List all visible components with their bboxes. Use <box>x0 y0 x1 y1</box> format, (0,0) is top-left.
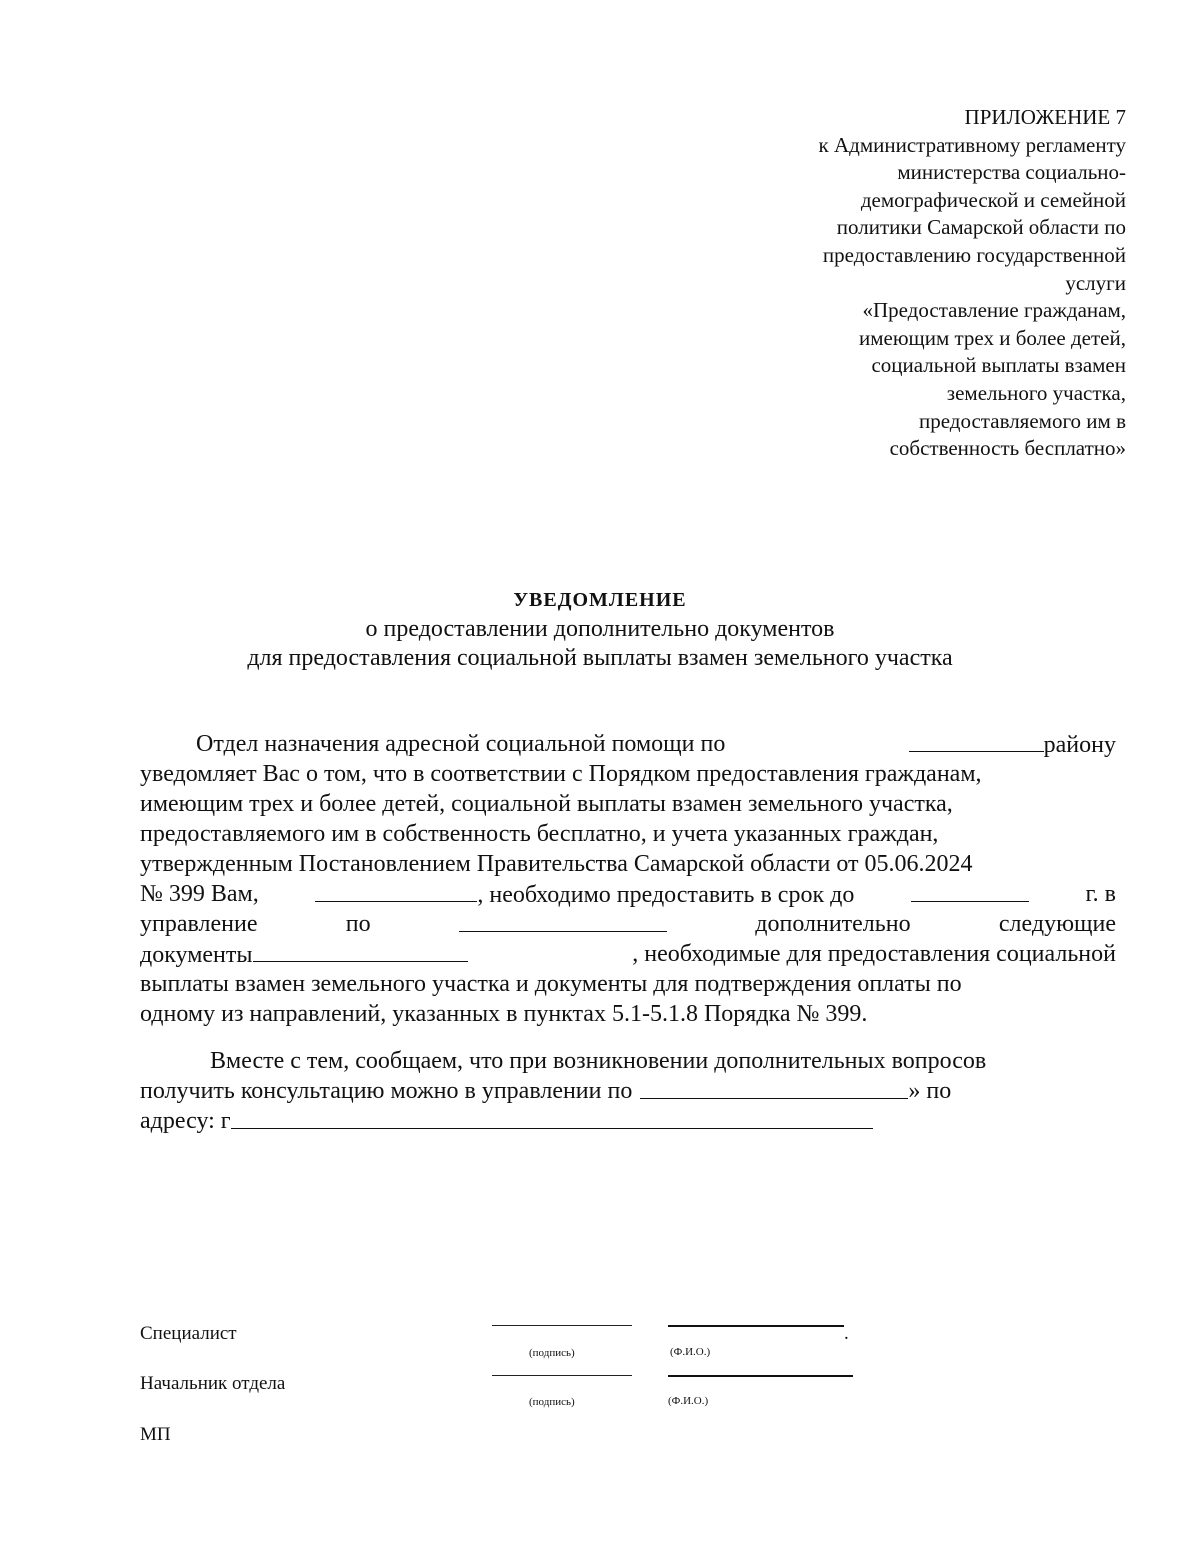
appendix-line: собственность бесплатно» <box>889 436 1126 461</box>
text-fragment: утвержденным Постановлением Правительства Самарской области от 05.06.2024 <box>140 851 973 877</box>
text-fragment: » по <box>908 1078 952 1104</box>
text-fragment: уведомляет Вас о том, что в соответствии с Порядком предоставления гражданам, <box>140 761 982 787</box>
appendix-line: имеющим трех и более детей, <box>859 325 1126 350</box>
appendix-line: к Административному регламенту <box>818 132 1126 157</box>
text-fragment: по <box>345 911 371 937</box>
text-fragment: получить консультацию можно в управлении по <box>140 1078 633 1104</box>
text-line <box>140 1106 1116 1136</box>
appendix-line: демографической и семейной <box>860 187 1126 212</box>
specialist-label: Специалист <box>140 1323 237 1344</box>
text-fragment <box>315 879 854 909</box>
text-line <box>140 969 1116 999</box>
text-fragment: Отдел назначения адресной социальной помощи по <box>196 731 726 757</box>
text-fragment: , необходимо предоставить в срок до <box>477 882 855 908</box>
address-blank-field[interactable] <box>231 1106 873 1129</box>
specialist-signature-line[interactable] <box>492 1325 632 1326</box>
text-fragment: дополнительно <box>755 911 911 937</box>
department-blank-field[interactable] <box>459 909 667 932</box>
text-fragment: имеющим трех и более детей, социальной выплаты взамен земельного участка, <box>140 791 953 817</box>
text-line <box>140 759 1116 789</box>
text-fragment <box>909 729 1116 759</box>
text-fragment: адресу: г <box>140 1108 231 1134</box>
name-caption: (Ф.И.О.) <box>668 1395 709 1407</box>
notice-paragraph-2 <box>140 1046 1116 1136</box>
period-mark: . <box>844 1323 849 1344</box>
text-fragment: Вместе с тем, сообщаем, что при возникновении дополнительных вопросов <box>210 1048 987 1074</box>
signature-caption: (подпись) <box>529 1347 575 1359</box>
appendix-line: земельного участка, <box>946 380 1126 405</box>
text-line <box>140 849 1116 879</box>
appendix-line: услуги <box>1065 270 1126 295</box>
appendix-line: политики Самарской области по <box>836 215 1126 240</box>
text-fragment: , необходимые для предоставления социальной <box>632 941 1116 967</box>
consultation-office-blank-field[interactable] <box>640 1076 908 1099</box>
text-fragment: району <box>1043 732 1116 758</box>
text-line <box>140 939 1116 969</box>
appendix-header <box>706 104 1126 463</box>
text-line <box>140 879 1116 909</box>
appendix-line: социальной выплаты взамен <box>871 353 1126 378</box>
text-line <box>140 789 1116 819</box>
recipient-blank-field[interactable] <box>315 879 477 902</box>
specialist-name-line[interactable] <box>668 1325 844 1327</box>
head-of-department-label: Начальник отдела <box>140 1373 286 1394</box>
text-line <box>140 819 1116 849</box>
documents-blank-field[interactable] <box>253 939 468 962</box>
text-fragment: предоставляемого им в собственность бесплатно, и учета указанных граждан, <box>140 821 939 847</box>
text-fragment: документы <box>140 942 253 968</box>
text-line <box>140 999 1116 1029</box>
document-title: УВЕДОМЛЕНИЕ <box>513 589 687 611</box>
signature-caption: (подпись) <box>529 1396 575 1408</box>
deadline-blank-field[interactable] <box>911 879 1029 902</box>
text-fragment: выплаты взамен земельного участка и документы для подтверждения оплаты по <box>140 971 962 997</box>
seal-placeholder: МП <box>140 1424 171 1445</box>
text-fragment <box>140 939 468 969</box>
head-name-line[interactable] <box>668 1375 853 1377</box>
text-line <box>140 1046 1116 1076</box>
text-line <box>140 909 1116 939</box>
district-blank-field[interactable] <box>909 729 1044 752</box>
document-subtitle: для предоставления социальной выплаты взамен земельного участка <box>247 645 953 671</box>
appendix-line: предоставлению государственной <box>822 242 1126 267</box>
head-signature-line[interactable] <box>492 1375 632 1376</box>
appendix-line: министерства социально- <box>897 160 1126 185</box>
notice-title-block <box>0 585 1200 673</box>
appendix-line: ПРИЛОЖЕНИЕ 7 <box>964 105 1126 129</box>
appendix-line: «Предоставление гражданам, <box>862 298 1126 323</box>
text-line <box>140 1076 1116 1106</box>
text-fragment: № 399 Вам, <box>140 881 259 907</box>
text-fragment: одному из направлений, указанных в пунктах 5.1-5.1.8 Порядка № 399. <box>140 1001 868 1027</box>
text-fragment: г. в <box>1085 881 1116 907</box>
text-fragment: управление <box>140 911 258 937</box>
text-fragment: следующие <box>998 911 1116 937</box>
notice-paragraph-1 <box>140 729 1116 1029</box>
appendix-line: предоставляемого им в <box>919 408 1126 433</box>
name-caption: (Ф.И.О.) <box>670 1346 711 1358</box>
document-subtitle: о предоставлении дополнительно документов <box>365 616 835 642</box>
text-line <box>140 729 1116 759</box>
